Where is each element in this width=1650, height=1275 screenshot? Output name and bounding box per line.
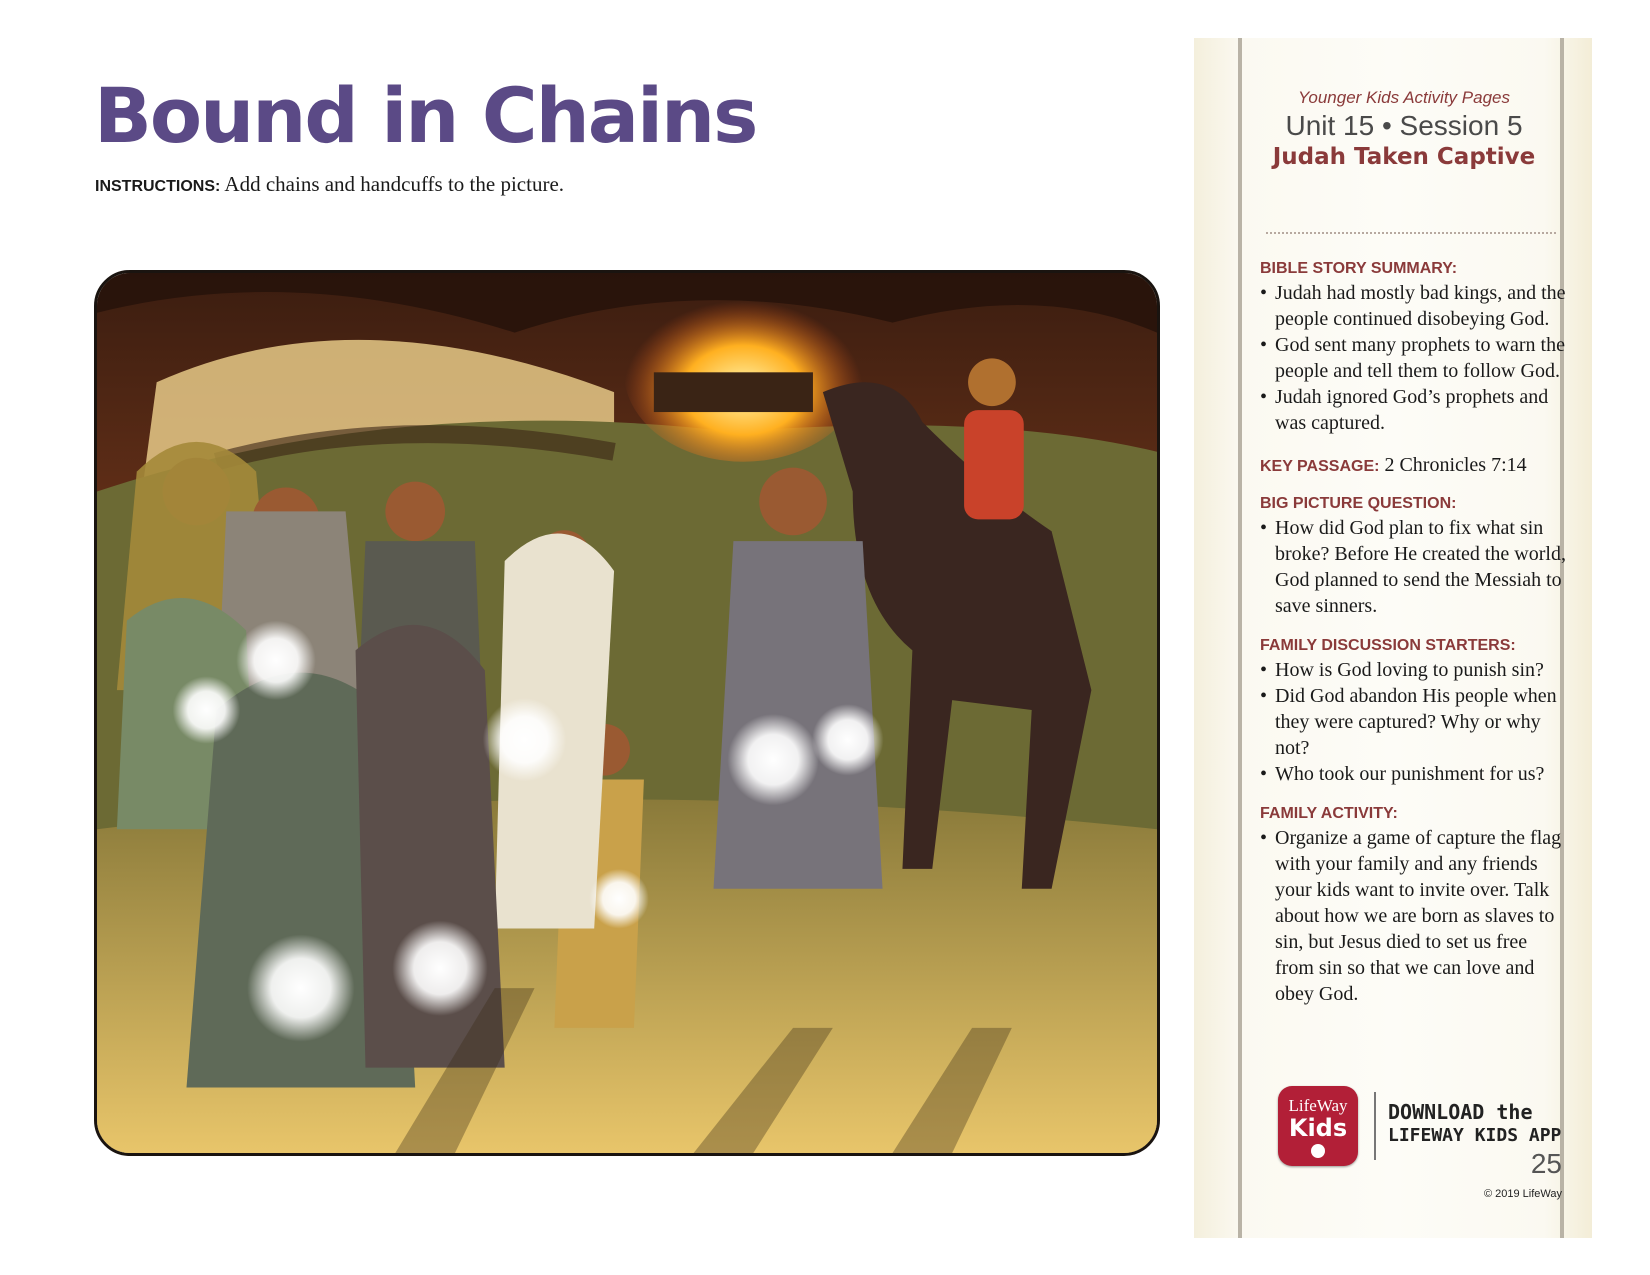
section-heading-activity: FAMILY ACTIVITY: [1260,805,1398,822]
activity-list [1260,825,1570,1007]
list-item: • Judah had mostly bad kings, and the people continued disobeying God. [1260,280,1570,332]
instructions [95,172,564,197]
divider [1266,232,1556,234]
sidebar-left-edge [1238,38,1242,1238]
app-icon-line2: Kids [1288,1114,1348,1142]
list-item: • Did God abandon His people when they were captured? Why or why not? [1260,683,1570,761]
list-item: • Judah ignored God’s prophets and was captured. [1260,384,1570,436]
key-passage-label: KEY PASSAGE: [1260,458,1380,475]
lesson-title: Judah Taken Captive [1272,144,1536,170]
lifeway-kids-app-icon[interactable] [1278,1086,1358,1166]
app-icon-emblem [1311,1144,1325,1158]
list-item: • How did God plan to fix what sin broke? Before He created the world, God planned to send the Messiah to save sinners. [1260,515,1570,619]
section-heading-discussion: FAMILY DISCUSSION STARTERS: [1260,637,1516,654]
page-title: Bound in Chains [94,71,757,160]
sidebar-body [1260,260,1570,1007]
copyright: © 2019 LifeWay [1483,1188,1562,1200]
page-number: 25 [1530,1148,1562,1179]
app-divider [1374,1092,1376,1160]
key-passage [1260,454,1570,477]
big-picture-list [1260,515,1570,619]
app-download-text[interactable] [1388,1100,1561,1148]
unit-session: Unit 15 • Session 5 [1285,110,1523,141]
app-download-badge[interactable] [1278,1086,1568,1166]
list-item: • God sent many prophets to warn the people and tell them to follow God. [1260,332,1570,384]
key-passage-ref: 2 Chronicles 7:14 [1384,454,1527,476]
list-item: • How is God loving to punish sin? [1260,657,1570,683]
illustration-svg [97,273,1157,1153]
section-heading-big-picture: BIG PICTURE QUESTION: [1260,495,1457,512]
sidebar-panel [1194,38,1592,1238]
section-heading-summary: BIBLE STORY SUMMARY: [1260,260,1458,277]
discussion-list [1260,657,1570,787]
app-line2: LIFEWAY KIDS APP [1388,1125,1562,1146]
sidebar-kicker: Younger Kids Activity Pages [1298,88,1510,107]
list-item: • Who took our punishment for us? [1260,761,1570,787]
app-icon-line1: LifeWay [1288,1096,1348,1115]
sidebar-header [1254,88,1554,170]
summary-list [1260,280,1570,436]
illustration-captives [94,270,1160,1156]
instructions-label: INSTRUCTIONS: [95,178,221,195]
app-line1: DOWNLOAD the [1388,1100,1533,1124]
list-item: • Organize a game of capture the flag with your family and any friends your kids want to invite over. Talk about how we are born as slaves to sin, but Jesus died to set us free from sin so that we can love and obey God. [1260,825,1570,1007]
instructions-text: Add chains and handcuffs to the picture. [224,172,565,196]
